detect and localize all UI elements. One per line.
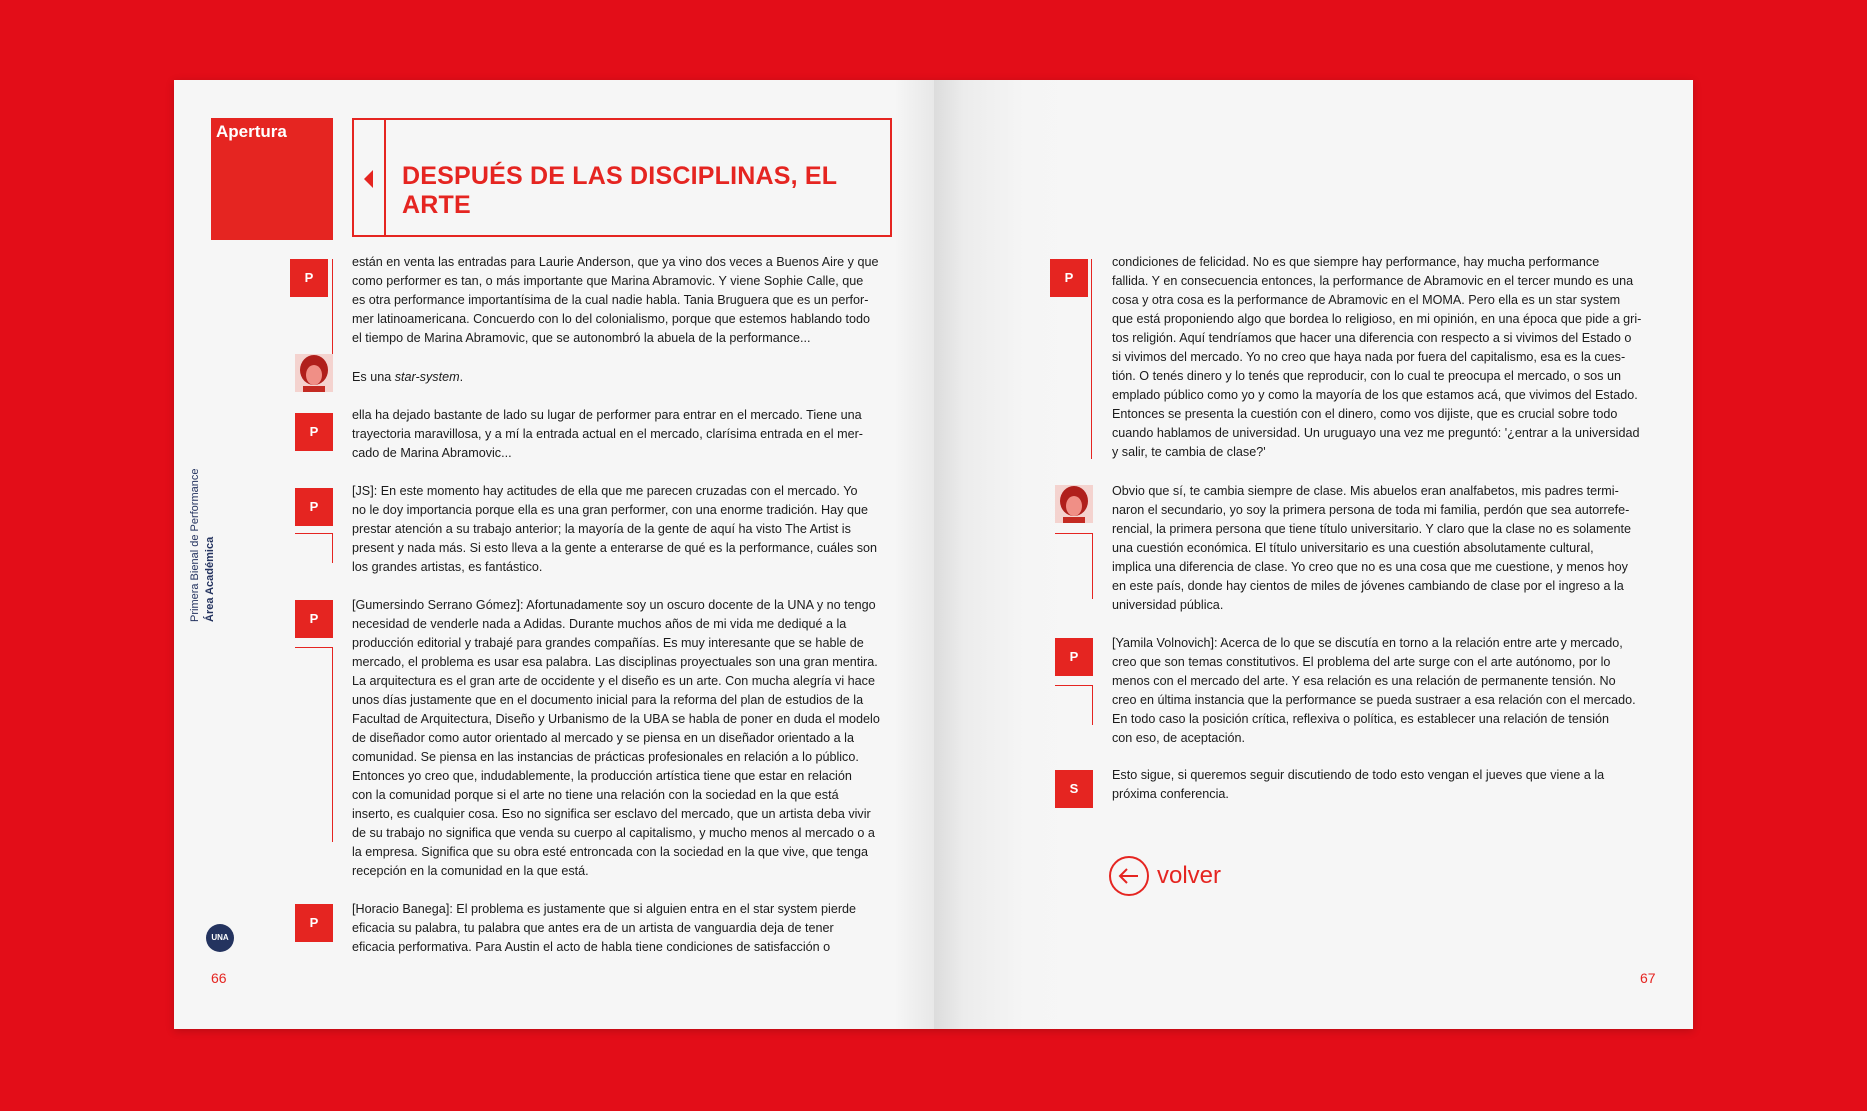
speaker-badge: P <box>295 413 333 451</box>
bracket-line <box>332 533 333 563</box>
paragraph: [Horacio Banega]: El problema es justamente que si alguien entra en el star system pierde eficacia su palabra, tu palabra que antes era de un artista de vanguardia deja de tener eficacia performativa. Para Austin el acto de habla tiene condiciones de satisfacción o <box>352 902 857 954</box>
paragraph: Esto sigue, si queremos seguir discutiendo de todo esto vengan el jueves que viene a la próxima conferencia. <box>1112 768 1605 801</box>
right-page <box>934 80 1693 1029</box>
speaker-avatar <box>295 354 333 392</box>
page-title: DESPUÉS DE LAS DISCIPLINAS, EL ARTE <box>402 162 837 219</box>
paragraph: [Yamila Volnovich]: Acerca de lo que se discutía en torno a la relación entre arte y mercado, creo que son temas constitutivos. El problema del arte surge con el arte autónomo, por lo menos con el mercado del arte. Y esa relación es una relación de permanente tensión. No creo en última instancia que la performance se pueda sustraer a esa relación con el mercado. En todo caso la posición crítica, reflexiva o política, es establecer una relación de tensión con eso, de aceptación. <box>1112 636 1636 745</box>
credit-line-2: Área Académica <box>204 536 216 622</box>
speaker-badge: P <box>295 600 333 638</box>
bracket-line <box>1091 259 1092 459</box>
side-credit <box>189 468 225 762</box>
bracket-line <box>1055 533 1093 534</box>
speaker-avatar <box>1055 485 1093 523</box>
bracket-line <box>295 647 333 648</box>
paragraph: están en venta las entradas para Laurie Anderson, que ya vino dos veces a Buenos Aire y que como performer es tan, o más importante que Marina Abramovic. Y viene Sophie Calle, que es otra performance importantísima de la cual nadie habla. Tania Bruguera que es un perfor- mer latinoamericana. Concuerdo con lo del colonialismo, porque que estemos hablando todo el tiempo de Marina Abramovic, que se autonombró la abuela de la performance... <box>352 255 879 345</box>
una-logo: UNA <box>206 924 234 952</box>
bracket-line <box>332 647 333 842</box>
bracket-line <box>295 533 333 534</box>
paragraph: Obvio que sí, te cambia siempre de clase. Mis abuelos eran analfabetos, mis padres termi- naron el secundario, yo soy la primera persona de toda mi familia, perdón que sea autorrefe- rencial, la primera persona que tiene título universitario. Y claro que la clase no es solamente una cuestión económica. El título universitario es una cuestión absolutamente cultural, implica una diferencia de clase. Yo creo que no es una cosa que me cuestione, y menos hoy en este país, donde hay cientos de miles de jóvenes cambiando de clase por el ingreso a la universidad pública. <box>1112 484 1631 612</box>
bracket-line <box>1055 685 1093 686</box>
paragraph: ella ha dejado bastante de lado su lugar de performer para entrar en el mercado. Tiene una trayectoria maravillosa, y a mí la entrada actual en el mercado, clarísima entrada en el mer- cado de Marina Abramovic... <box>352 408 863 460</box>
woman-portrait-icon <box>1055 485 1093 523</box>
paragraph: [Gumersindo Serrano Gómez]: Afortunadamente soy un oscuro docente de la UNA y no tengo necesidad de venderle nada a Adidas. Durante muchos años de mi vida me dediqué a la producción editorial y trabajé para grandes compañías. Es muy interesante que se hable de mercado, el problema es usar esa palabra. Las disciplinas proyectuales son una gran mentira. La arquitectura es el gran arte de occidente y el diseño es un arte. Con mucha alegría vi hace unos días justamente que en el documento inicial para la reforma del plan de estudios de la Facultad de Arquitectura, Diseño y Urbanismo de la UBA se habla de poner en duda el modelo de diseñador como autor orientado al mercado y se piensa en un diseñador orientado a la comunidad. Se piensa en las instancias de prácticas profesionales en relación a lo público. Entonces yo creo que, indudablemente, la producción artística tiene que estar en relación con la comunidad porque si el arte no tiene una relación con la sociedad en la que está inserto, es cualquier cosa. Eso no significa ser esclavo del mercado, que un artista deba vivir de su trabajo no significa que venda su cuerpo al capitalismo, y mucho menos al mercado o a la empresa. Significa que su obra esté entroncada con la sociedad en la que vive, que tenga recepción en la comunidad en la que está. <box>352 598 880 878</box>
credit-line-1: Primera Bienal de Performance <box>189 468 201 622</box>
paragraph: condiciones de felicidad. No es que siempre hay performance, hay mucha performance fallida. Y en consecuencia entonces, la performance de Abramovic en el tercer mundo es una cosa y otra cosa es la performance de Abramovic en el MOMA. Pero ella es un star system que está proponiendo algo que bordea lo religioso, en mi opinión, en una época que pide a gri- tos religión. Aquí tendríamos que hacer una diferencia con respecto a si vivimos del Estado o si vivimos del mercado. Yo no creo que haya nada por fuera del capitalismo, esa es la cues- tión. O tenés dinero y lo tenés que reproducir, con lo cual te preocupa el mercado, o sos un emplado público como yo y como la mayoría de los que estamos acá, que vivimos del Estado. Entonces se presenta la cuestión con el dinero, como vos dijiste, que es crucial sobre todo cuando hablamos de universidad. Un uruguayo una vez me preguntó: '¿entrar a la universidad y salir, te cambia de clase?' <box>1112 255 1642 459</box>
page-number-right: 67 <box>1640 970 1656 986</box>
bracket-line <box>332 259 333 356</box>
speaker-badge: P <box>1050 259 1088 297</box>
bracket-line <box>1092 685 1093 725</box>
title-divider <box>384 120 386 235</box>
book-spread <box>174 80 1693 1029</box>
page-number-left: 66 <box>211 970 227 986</box>
speaker-badge: P <box>295 488 333 526</box>
back-arrow-icon[interactable] <box>364 170 373 188</box>
speaker-badge: S <box>1055 770 1093 808</box>
bracket-line <box>1092 533 1093 599</box>
paragraph: Es una star-system. <box>352 370 464 384</box>
volver-link[interactable] <box>1109 856 1221 896</box>
speaker-badge: P <box>295 904 333 942</box>
woman-portrait-icon <box>295 354 333 392</box>
paragraph: [JS]: En este momento hay actitudes de ella que me parecen cruzadas con el mercado. Yo no le doy importancia porque ella es una gran performer, con una enorme tradición. Hay que prestar atención a su trabajo anterior; la mayoría de la gente de aquí ha visto The Artist is present y nada más. Si esto lleva a la gente a enterarse de qué es la performance, cuáles son los grandes artistas, es fantástico. <box>352 484 878 574</box>
title-box <box>352 118 892 237</box>
volver-label[interactable]: volver <box>1157 862 1222 889</box>
arrow-left-icon[interactable] <box>1109 856 1149 896</box>
left-page <box>174 80 934 1029</box>
speaker-badge: P <box>1055 638 1093 676</box>
section-label: Apertura <box>216 122 287 141</box>
speaker-badge: P <box>290 259 328 297</box>
section-box <box>211 118 333 240</box>
